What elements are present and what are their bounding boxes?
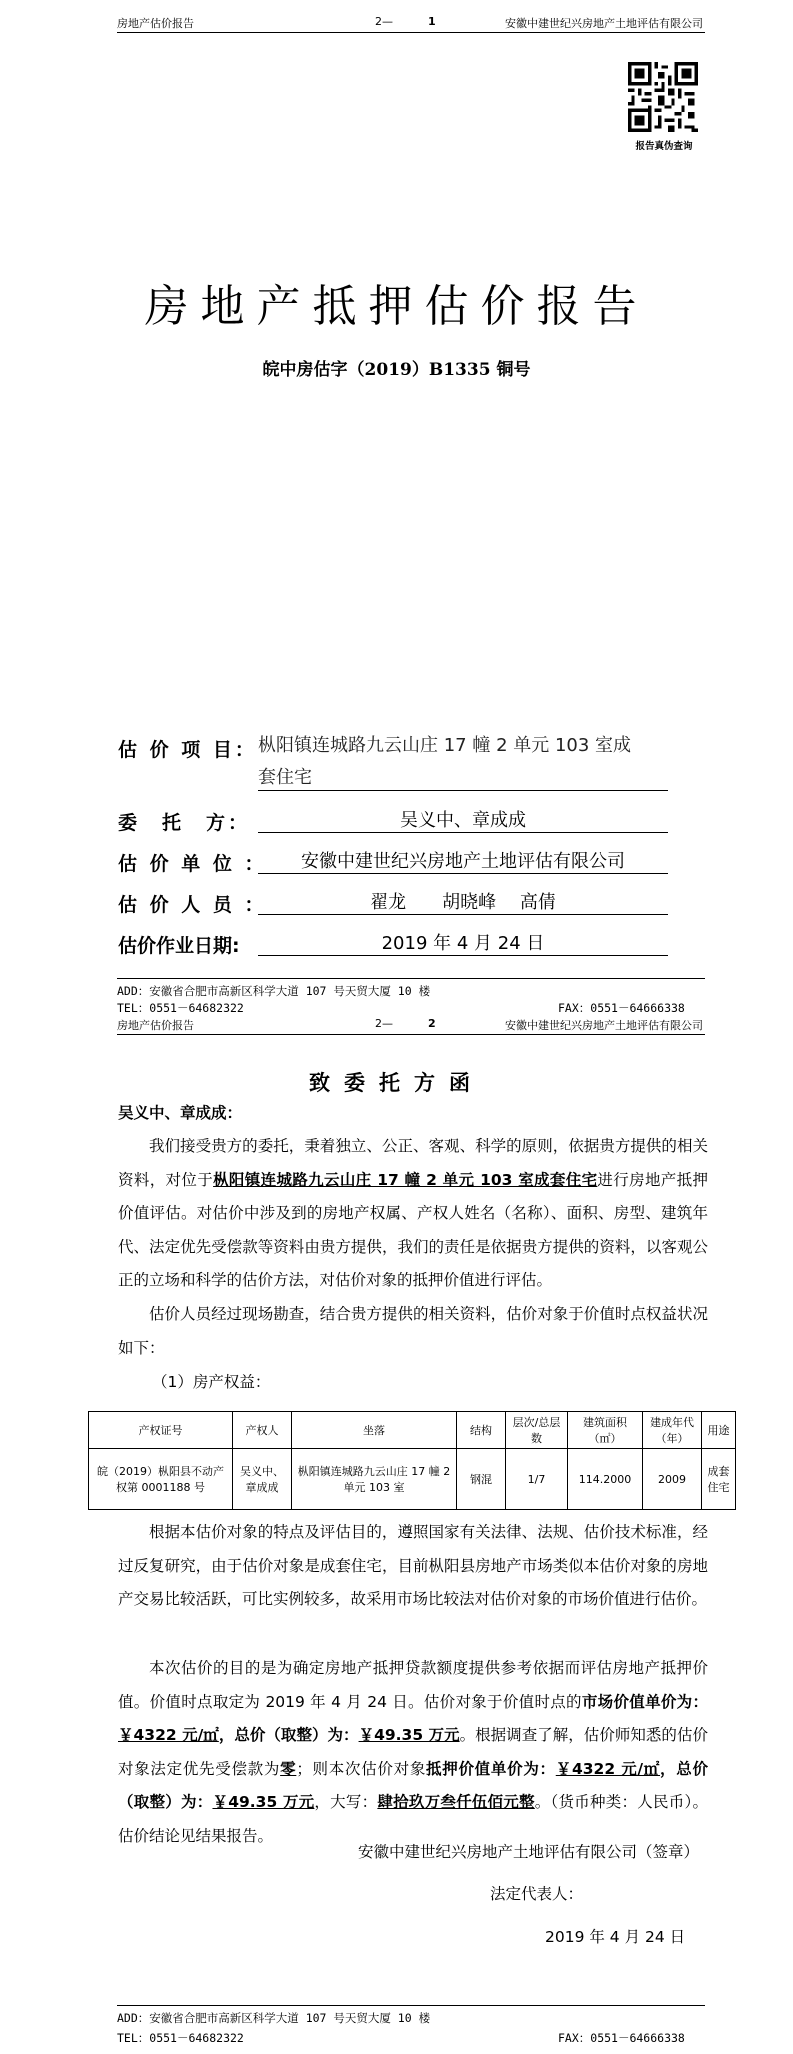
document-number: 皖中房估字（2019）B1335 铜号 (262, 360, 531, 380)
property-address: 枞阳镇连城路九云山庄 17 幢 2 单元 103 室成套住宅 (213, 1170, 598, 1189)
page1-header (117, 12, 705, 33)
table-cell: 钢混 (457, 1449, 506, 1510)
letter-title: 致委托方函 (309, 1070, 484, 1095)
table-header: 层次/总层数 (506, 1412, 568, 1449)
sign-representative: 法定代表人： (490, 1885, 584, 1903)
field-client (118, 808, 250, 835)
qr-verify-label: 报告真伪查询 (635, 141, 693, 152)
p4-bold: 市场价值单价为： (581, 1692, 708, 1711)
table-header: 结构 (457, 1412, 506, 1449)
table-cell: 吴义中、章成成 (233, 1449, 292, 1510)
property-rights-table (88, 1411, 736, 1510)
page2-footer-address: ADD：安徽省合肥市高新区科学大道 107 号天贸大厦 10 楼 (117, 2011, 431, 2025)
field-project (118, 735, 257, 762)
p4-text: ；则本次估价对象 (296, 1759, 427, 1778)
table-cell: 1/7 (506, 1449, 568, 1510)
table-cell: 114.2000 (568, 1449, 643, 1510)
table-header: 建筑面积（㎡） (568, 1412, 643, 1449)
table-header: 产权人 (233, 1412, 292, 1449)
mortgage-unit-price: ￥4322 元/㎡ (555, 1759, 661, 1778)
table-cell: 成套住宅 (702, 1449, 736, 1510)
page2-header (117, 1014, 705, 1035)
field-appraisers-label: 估 价 人 员 ： (118, 894, 267, 916)
table-header: 用途 (702, 1412, 736, 1449)
field-org (118, 849, 266, 876)
p1-text-c: 进行房地产抵押价值评估。对估价中涉及到的房地产权属、产权人姓名（名称）、面积、房型、建筑年代、法定优先受偿款等资料由贵方提供，我们的责任是依据贵方提供的资料，以客观公正的立场和科学的估价方法，对估价对象的抵押价值进行评估。 (118, 1170, 708, 1289)
total-in-words: 肆拾玖万叁仟伍佰元整 (377, 1793, 535, 1811)
letter-paragraph-3: 根据本估价对象的特点及评估目的，遵照国家有关法律、法规、估价技术标准，经过反复研究，由于估价对象是成套住宅，目前枞阳县房地产市场类似本估价对象的房地产交易比较活跃，可比实例较多，故采用市场比较法对估价对象的市场价值进行估价。 (118, 1523, 708, 1608)
header-page-prefix: 2— (375, 15, 393, 28)
field-date (118, 931, 240, 958)
page2-footer-tel: TEL：0551－64682322 (117, 2031, 244, 2045)
field-date-label: 估价作业日期: (118, 935, 240, 957)
table-header: 建成年代（年） (643, 1412, 702, 1449)
header-page-prefix: 2— (375, 1017, 393, 1030)
field-org-label: 估 价 单 位 ： (118, 853, 267, 875)
market-unit-price: ￥4322 元/㎡ (118, 1726, 219, 1744)
letter-paragraph-1 (118, 1130, 708, 1298)
mortgage-total-price: ￥49.35 万元 (212, 1793, 315, 1811)
p4-text: 。（货币种类：人民币）。估价结论见结果报告。 (118, 1793, 708, 1845)
report-title: 房地产抵押估价报告 (144, 281, 649, 332)
project-value-line1: 枞阳镇连城路九云山庄 17 幢 2 单元 103 室成 (258, 735, 632, 756)
letter-paragraph-2: 估价人员经过现场勘查，结合贵方提供的相关资料，估价对象于价值时点权益状况如下： (118, 1305, 708, 1357)
table-header-row (89, 1412, 736, 1449)
page1-footer-rule (117, 978, 705, 979)
p4-text: 本次估价的目的是为确定房地产抵押贷款额度提供参考依据而评估房地产抵押价值。价值时点取定为 2019 年 4 月 24 日。估价对象于价值时点的 (118, 1659, 708, 1711)
header-report-name: 房地产估价报告 (117, 1019, 194, 1032)
qr-code-icon[interactable] (628, 62, 698, 132)
table-cell: 2009 (643, 1449, 702, 1510)
p4-text: ，大写： (314, 1793, 378, 1811)
page2-footer-fax: FAX：0551－64666338 (558, 2031, 685, 2045)
sign-company: 安徽中建世纪兴房地产土地评估有限公司（签章） (358, 1843, 700, 1861)
table-header: 产权证号 (89, 1412, 233, 1449)
project-underline (258, 790, 668, 791)
letter-addressee: 吴义中、章成成： (118, 1104, 243, 1122)
header-page-number: 2 (428, 1017, 436, 1030)
table-row (89, 1449, 736, 1510)
field-project-value (258, 730, 678, 794)
table-cell: 枞阳镇连城路九云山庄 17 幢 2 单元 103 室 (292, 1449, 457, 1510)
field-client-label: 委 托 方： (118, 812, 251, 834)
header-company: 安徽中建世纪兴房地产土地评估有限公司 (505, 17, 703, 30)
p4-bold: ，总价（取整）为： (118, 1759, 708, 1811)
rights-label: （1）房产权益： (152, 1373, 271, 1391)
project-value-line2: 套住宅 (258, 767, 312, 788)
field-date-value: 2019 年 4 月 24 日 (258, 929, 668, 956)
table-header: 坐落 (292, 1412, 457, 1449)
sign-date: 2019 年 4 月 24 日 (545, 1928, 686, 1946)
table-cell: 皖（2019）枞阳县不动产权第 0001188 号 (89, 1449, 233, 1510)
field-project-label: 估 价 项 目： (118, 739, 257, 761)
p1-text-a: 我们接受贵方的委托，秉着独立、公正、客观、科学的原则，依据贵方提供的相关资料，对位于 (118, 1137, 708, 1189)
page1-footer-tel: TEL：0551－64682322 (117, 1001, 244, 1015)
field-appraisers-value: 翟龙 胡晓峰 高倩 (258, 888, 668, 915)
priority-payment: 零 (280, 1759, 297, 1778)
field-org-value: 安徽中建世纪兴房地产土地评估有限公司 (258, 847, 668, 874)
market-total-price: ￥49.35 万元 (358, 1726, 460, 1744)
header-page-number: 1 (428, 15, 436, 28)
header-company: 安徽中建世纪兴房地产土地评估有限公司 (505, 1019, 703, 1032)
page1-footer-address: ADD：安徽省合肥市高新区科学大道 107 号天贸大厦 10 楼 (117, 984, 431, 998)
page2-footer-rule (117, 2005, 705, 2006)
field-appraisers (118, 890, 266, 917)
p4-text: 。根据调查了解，估价师知悉的估价对象法定优先受偿款为 (118, 1726, 708, 1778)
header-report-name: 房地产估价报告 (117, 17, 194, 30)
field-client-value: 吴义中、章成成 (258, 806, 668, 833)
page1-footer-fax: FAX：0551－64666338 (558, 1001, 685, 1015)
p4-bold: ，总价（取整）为： (218, 1726, 359, 1744)
p4-bold: 抵押价值单价为： (426, 1759, 556, 1778)
letter-paragraph-4 (118, 1652, 708, 1853)
